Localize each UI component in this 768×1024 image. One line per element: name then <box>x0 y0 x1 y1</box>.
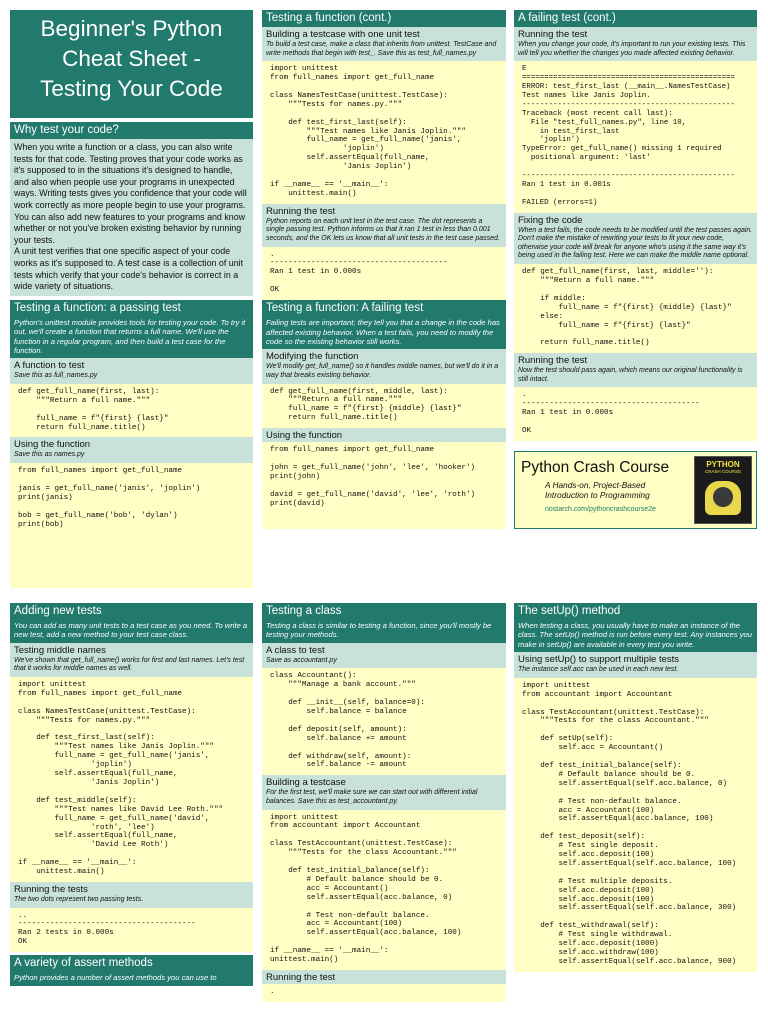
subintro-testing-middle-names: We've shown that get_full_name() works for first and last names. Let's test that it works for middle names as well. <box>10 657 253 677</box>
setup-method-intro: When testing a class, you usually have to make an instance of the class. The setUp() method is run before every test. Any instances you make in setUp() are available in every test you write. <box>514 620 757 652</box>
page2-column-middle <box>262 603 506 1002</box>
why-test-text: When you write a function or a class, you can also write tests for that code. Testing proves that your code works as it's supposed to in the situations it's designed to handle, and also when people use your programs in unexpected ways. Writing tests gives you confidence that your code will work correctly as more people begin to use your programs. You can also add new features to your programs and know whether or not you've broken existing behavior by running your tests. A unit test verifies that one specific aspect of your code works as it's supposed to. A test case is a collection of unit tests which verify that your code's behavior is correct in a wide variety of situations. <box>10 139 253 296</box>
subintro-function-to-test: Save this as full_names.py <box>10 372 253 384</box>
passing-test-intro: Python's unittest module provides tools for testing your code. To try it out, we'll create a function that returns a full name. We'll use the function in a regular program, and then build a test case for the function. <box>10 317 253 359</box>
subintro-running-tests: The two dots represent two passing tests. <box>10 896 253 908</box>
code-using-function: from full_names import get_full_name janis = get_full_name('janis', 'joplin') print(janis) bob = get_full_name('bob', 'dylan') print(bob) <box>10 463 253 588</box>
page1-column-right <box>514 10 757 529</box>
subintro-building-class-testcase: For the first test, we'll make sure we can start out with different initial balances. Save this as test_accountant.py. <box>262 789 506 809</box>
subheader-building-testcase: Building a testcase with one unit test <box>262 27 506 41</box>
subintro-modifying-function: We'll modify get_full_name() so it handles middle names, but we'll do it in a way that breaks existing behavior. <box>262 363 506 383</box>
assert-methods-intro: Python provides a number of assert methods you can use to <box>10 972 253 985</box>
page1-column-middle <box>262 10 506 529</box>
cheat-sheet-title: Beginner's Python Cheat Sheet - Testing Your Code <box>10 10 253 118</box>
subheader-using-setup: Using setUp() to support multiple tests <box>514 652 757 666</box>
code-modifying-function: def get_full_name(first, middle, last): """Return a full name.""" full_name = f"{first} {middle} {last}" return full_name.title() <box>262 384 506 429</box>
subintro-fixing-code: When a test fails, the code needs to be modified until the test passes again. Don't make the mistake of rewriting your tests to fit your new code, otherwise your code will break for anyone who's using it the same way it's being used in the failing test. Here we can make the middle name optional. <box>514 227 757 264</box>
subintro-running-fixed-test: Now the test should pass again, which means our original functionality is still intact. <box>514 367 757 387</box>
subintro-running-test: Python reports on each unit test in the test case. The dot represents a single passing test. Python informs us that it ran 1 test in less than 0.001 seconds, and the OK lets us know that all unit tests in the test case passed. <box>262 218 506 247</box>
testing-class-intro: Testing a class is similar to testing a function, since you'll mostly be testing your methods. <box>262 620 506 643</box>
subintro-class-to-test: Save as accountant.py <box>262 657 506 669</box>
code-failing-output: E ================================================ ERROR: test_first_last (__main__.NamesTestCase) Test names like Janis Joplin. ------------------------------------------------ Traceback (most recent call last): File "test_full_names.py", line 10, in test_first_last 'joplin') TypeError: get_full_name() missing 1 required positional argument: 'last' ------------------------------------------------ Ran 1 test in 0.001s FAILED (errors=1) <box>514 61 757 213</box>
failing-test-intro: Failing tests are important; they tell you that a change in the code has affected existing behavior. When a test fails, you need to modify the code so the existing behavior still works. <box>262 317 506 349</box>
subintro-running-failing-test: When you change your code, it's important to run your existing tests. This will tell you whether the changes you made affected existing behavior. <box>514 41 757 61</box>
book-promo <box>514 451 757 529</box>
section-header-failing-test-cont: A failing test (cont.) <box>514 10 757 27</box>
section-header-assert-methods: A variety of assert methods <box>10 955 253 972</box>
subheader-fixing-code: Fixing the code <box>514 213 757 227</box>
code-running-class-test: . <box>262 984 506 1002</box>
code-building-class-testcase: import unittest from accountant import Accountant class TestAccountant(unittest.TestCase): """Tests for the class Accountant.""" def test_initial_balance(self): # Default balance should be 0. acc = Accountant() self.assertEqual(acc.balance, 0) # Test non-default balance. acc = Accountant(100) self.assertEqual(acc.balance, 100) if __name__ == '__main__': unittest.main() <box>262 810 506 970</box>
code-fixing: def get_full_name(first, last, middle=''): """Return a full name.""" if middle: full_name = f"{first} {middle} {last}" else: full_name = f"{first} {last}" return full_name.title() <box>514 264 757 353</box>
subheader-function-to-test: A function to test <box>10 358 253 372</box>
adding-tests-intro: You can add as many unit tests to a test case as you need. To write a new test, add a new method to your test case class. <box>10 620 253 643</box>
subheader-class-to-test: A class to test <box>262 643 506 657</box>
code-function-to-test: def get_full_name(first, last): """Return a full name.""" full_name = f"{first} {last}" return full_name.title() <box>10 384 253 438</box>
section-header-testing-function-cont: Testing a function (cont.) <box>262 10 506 27</box>
subheader-running-test: Running the test <box>262 204 506 218</box>
code-class-to-test: class Accountant(): """Manage a bank account.""" def __init__(self, balance=0): self.balance = balance def deposit(self, amount): self.balance += amount def withdraw(self, amount): self.balance -= amount <box>262 668 506 775</box>
code-using-setup: import unittest from accountant import Accountant class TestAccountant(unittest.TestCase): """Tests for the class Accountant.""" def setUp(self): self.acc = Accountant() def test_initial_balance(self): # Default balance should be 0. self.assertEqual(self.acc.balance, 0) # Test non-default balance. acc = Accountant(100) self.assertEqual(acc.balance, 100) def test_deposit(self): # Test single deposit. self.acc.deposit(100) self.assertEqual(self.acc.balance, 100) # Test multiple deposits. self.acc.deposit(100) self.acc.deposit(100) self.assertEqual(self.acc.balance, 300) def test_withdrawal(self): # Test single withdrawal. self.acc.deposit(1000) self.acc.withdraw(100) self.assertEqual(self.acc.balance, 900) <box>514 678 757 972</box>
page2-column-left <box>10 603 253 986</box>
section-header-setup-method: The setUp() method <box>514 603 757 620</box>
promo-url[interactable]: nostarch.com/pythoncrashcourse2e <box>545 505 656 513</box>
page1-column-left <box>10 10 253 588</box>
page2-column-right <box>514 603 757 972</box>
code-running-tests-output: .. --------------------------------------- Ran 2 tests in 0.000s OK <box>10 908 253 953</box>
subheader-building-class-testcase: Building a testcase <box>262 775 506 789</box>
subheader-using-modified-function: Using the function <box>262 428 506 442</box>
section-header-testing-class: Testing a class <box>262 603 506 620</box>
code-running-test: . --------------------------------------- Ran 1 test in 0.000s OK <box>262 247 506 301</box>
section-header-why-test: Why test your code? <box>10 122 253 139</box>
code-fixed-output: . --------------------------------------- Ran 1 test in 0.000s OK <box>514 387 757 441</box>
subheader-running-class-test: Running the test <box>262 970 506 984</box>
page-2 <box>0 603 768 1024</box>
book-cover-illustration-detail <box>713 487 733 507</box>
section-header-failing-test: Testing a function: A failing test <box>262 300 506 317</box>
subintro-using-function: Save this as names.py <box>10 451 253 463</box>
code-using-modified-function: from full_names import get_full_name john = get_full_name('john', 'lee', 'hooker') print(john) david = get_full_name('david', 'lee', 'roth') print(david) <box>262 442 506 529</box>
subheader-testing-middle-names: Testing middle names <box>10 643 253 657</box>
subheader-running-fixed-test: Running the test <box>514 353 757 367</box>
subheader-running-failing-test: Running the test <box>514 27 757 41</box>
section-header-passing-test: Testing a function: a passing test <box>10 300 253 317</box>
book-cover-image <box>694 456 752 524</box>
subintro-using-setup: The instance self.acc can be used in each new test. <box>514 666 757 678</box>
subheader-running-tests: Running the tests <box>10 882 253 896</box>
promo-subtitle: A Hands-on, Project-Based Introduction to Programming <box>545 479 650 501</box>
subheader-modifying-function: Modifying the function <box>262 349 506 363</box>
subheader-using-function: Using the function <box>10 437 253 451</box>
promo-title: Python Crash Course <box>521 458 670 476</box>
section-header-adding-tests: Adding new tests <box>10 603 253 620</box>
book-cover-title: PYTHON <box>706 459 740 469</box>
book-cover-subtitle: CRASH COURSE <box>704 468 742 474</box>
code-building-testcase: import unittest from full_names import get_full_name class NamesTestCase(unittest.TestCase): """Tests for names.py.""" def test_first_last(self): """Test names like Janis Joplin.""" full_name = get_full_name('janis', 'joplin') self.assertEqual(full_name, 'Janis Joplin') if __name__ == '__main__': unittest.main() <box>262 61 506 204</box>
subintro-building-testcase: To build a test case, make a class that inherits from unittest. TestCase and write methods that begin with test_. Save this as test_full_names.py <box>262 41 506 61</box>
code-testing-middle-names: import unittest from full_names import get_full_name class NamesTestCase(unittest.TestCase): """Tests for names.py.""" def test_first_last(self): """Test names like Janis Joplin.""" full_name = get_full_name('janis', 'joplin') self.assertEqual(full_name, 'Janis Joplin') def test_middle(self): """Test names like David Lee Roth.""" full_name = get_full_name('david', 'roth', 'lee') self.assertEqual(full_name, 'David Lee Roth') if __name__ == '__main__': unittest.main() <box>10 677 253 882</box>
